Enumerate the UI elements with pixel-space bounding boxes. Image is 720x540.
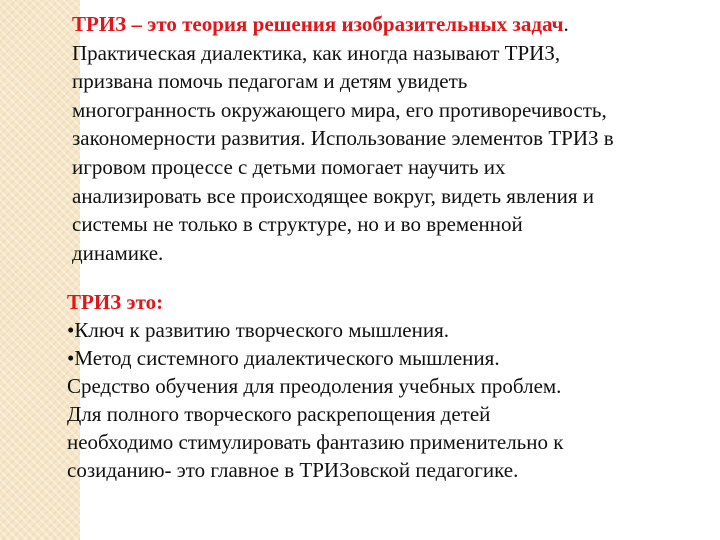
definition-line: закономерности развития. Использование элементов ТРИЗ в xyxy=(72,126,614,151)
definition-line: призвана помочь педагогам и детям увидеть xyxy=(72,69,468,94)
definition-heading-tail: . xyxy=(563,12,569,36)
list-item: Для полного творческого раскрепощения детей xyxy=(67,402,491,426)
triz-is-list xyxy=(67,288,697,484)
definition-heading: ТРИЗ – это теория решения изобразительных задач xyxy=(72,12,564,36)
list-item: •Ключ к развитию творческого мышления. xyxy=(67,318,449,342)
triz-definition-paragraph xyxy=(72,10,702,267)
list-item: Средство обучения для преодоления учебных проблем. xyxy=(67,374,562,398)
list-item: созиданию- это главное в ТРИЗовской педагогике. xyxy=(67,458,519,482)
definition-line: многогранность окружающего мира, его противоречивость, xyxy=(72,97,607,122)
list-item: необходимо стимулировать фантазию применительно к xyxy=(67,430,564,454)
definition-line: анализировать все происходящее вокруг, видеть явления и xyxy=(72,183,595,208)
definition-line: системы не только в структуре, но и во временной xyxy=(72,212,523,237)
list-heading: ТРИЗ это: xyxy=(67,290,164,314)
definition-heading-line xyxy=(72,10,702,39)
list-item: •Метод системного диалектического мышления. xyxy=(67,346,500,370)
definition-line: игровом процессе с детьми помогает научить их xyxy=(72,154,506,179)
definition-line: Практическая диалектика, как иногда называют ТРИЗ, xyxy=(72,40,561,65)
definition-line: динамике. xyxy=(72,240,164,265)
